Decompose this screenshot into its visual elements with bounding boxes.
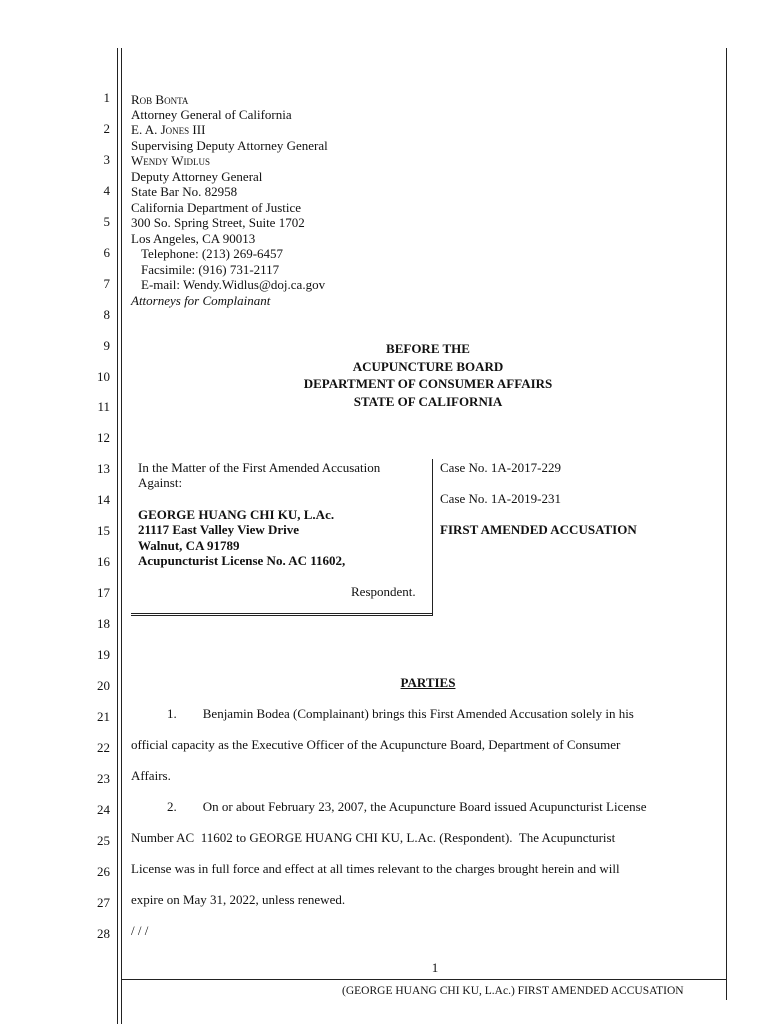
left-margin-rule-inner (121, 48, 122, 1024)
parties-heading: PARTIES (400, 675, 456, 690)
line-number: 15 (97, 523, 110, 538)
deputy-attorney-name: Wendy Widlus (131, 153, 211, 168)
state-bar-number: State Bar No. 82958 (131, 184, 238, 199)
line-number: 4 (103, 183, 110, 198)
caption-bottom-rule-2 (131, 615, 433, 616)
respondent-street: 21117 East Valley View Drive (138, 522, 300, 537)
line-number: 6 (103, 245, 110, 260)
line-number: 18 (97, 616, 110, 631)
paragraph-1-line-1: 1. Benjamin Bodea (Complainant) brings this First Amended Accusation solely in his (167, 706, 634, 721)
case-number-1: Case No. 1A-2017-229 (440, 460, 561, 475)
right-margin-rule (726, 48, 727, 1000)
deputy-attorney-title: Deputy Attorney General (131, 169, 263, 184)
line-number: 17 (97, 585, 110, 600)
paragraph-2-line-3: License was in full force and effect at all times relevant to the charges brought herein and will (131, 861, 620, 876)
telephone: Telephone: (213) 269-6457 (141, 246, 284, 261)
line-number: 11 (97, 399, 110, 414)
supervising-attorney-name: E. A. Jones III (131, 122, 206, 137)
footer-caption: (GEORGE HUANG CHI KU, L.Ac.) FIRST AMENDED ACCUSATION (342, 985, 684, 997)
respondent-city: Walnut, CA 91789 (138, 538, 240, 553)
line-number: 19 (97, 647, 110, 662)
line-number: 16 (97, 554, 110, 569)
facsimile: Facsimile: (916) 731-2117 (141, 262, 280, 277)
paragraph-1-line-3: Affairs. (131, 768, 171, 783)
footer-rule (122, 979, 727, 980)
respondent-name: GEORGE HUANG CHI KU, L.Ac. (138, 507, 335, 522)
matter-line-2: Against: (138, 475, 183, 490)
matter-line-1: In the Matter of the First Amended Accusation (138, 460, 381, 475)
paragraph-1-line-2: official capacity as the Executive Officer of the Acupuncture Board, Department of Consumer (131, 737, 621, 752)
email-link[interactable]: E-mail: Wendy.Widlus@doj.ca.gov (141, 277, 326, 292)
case-number-2: Case No. 1A-2019-231 (440, 491, 561, 506)
paragraph-2-line-4: expire on May 31, 2022, unless renewed. (131, 892, 346, 907)
line-number: 3 (103, 152, 110, 167)
page-number: 1 (431, 960, 439, 975)
office-city: Los Angeles, CA 90013 (131, 231, 256, 246)
paragraph-2-line-1: 2. On or about February 23, 2007, the Acupuncture Board issued Acupuncturist License (167, 799, 647, 814)
attorneys-for: Attorneys for Complainant (131, 293, 271, 308)
left-margin-rule-outer (117, 48, 118, 1024)
office-name: California Department of Justice (131, 200, 302, 215)
line-number: 26 (97, 864, 110, 879)
line-number: 2 (103, 121, 110, 136)
respondent-label: Respondent. (351, 584, 416, 599)
line-number: 27 (97, 895, 110, 910)
line-number: 25 (97, 833, 110, 848)
line-number: 12 (97, 430, 110, 445)
line-number: 14 (97, 492, 110, 507)
line-number: 22 (97, 740, 110, 755)
license-number: Acupuncturist License No. AC 11602, (138, 553, 346, 568)
heading-before-the: BEFORE THE (386, 341, 470, 356)
attorney-general-name: Rob Bonta (131, 92, 189, 107)
paragraph-2-line-2: Number AC 11602 to GEORGE HUANG CHI KU, L.Ac. (Respondent). The Acupuncturist (131, 830, 616, 845)
line-number: 23 (97, 771, 110, 786)
caption-bottom-rule (131, 613, 433, 614)
heading-department: DEPARTMENT OF CONSUMER AFFAIRS (303, 376, 553, 391)
line-number: 8 (103, 307, 110, 322)
document-title: FIRST AMENDED ACCUSATION (440, 522, 637, 537)
line-number: 13 (97, 461, 110, 476)
line-number: 5 (103, 214, 110, 229)
office-street: 300 So. Spring Street, Suite 1702 (131, 215, 305, 230)
attorney-general-title: Attorney General of California (131, 107, 292, 122)
caption-divider (432, 459, 433, 616)
line-number: 1 (103, 90, 110, 105)
line-number: 20 (97, 678, 110, 693)
line-number: 9 (103, 338, 110, 353)
heading-board: ACUPUNCTURE BOARD (352, 359, 504, 374)
line-number: 21 (97, 709, 110, 724)
continuation-slashes: / / / (131, 923, 149, 938)
line-number: 7 (103, 276, 110, 291)
heading-state: STATE OF CALIFORNIA (353, 394, 503, 409)
line-number: 24 (97, 802, 110, 817)
line-number: 10 (97, 369, 110, 384)
supervising-attorney-title: Supervising Deputy Attorney General (131, 138, 328, 153)
line-number: 28 (97, 926, 110, 941)
